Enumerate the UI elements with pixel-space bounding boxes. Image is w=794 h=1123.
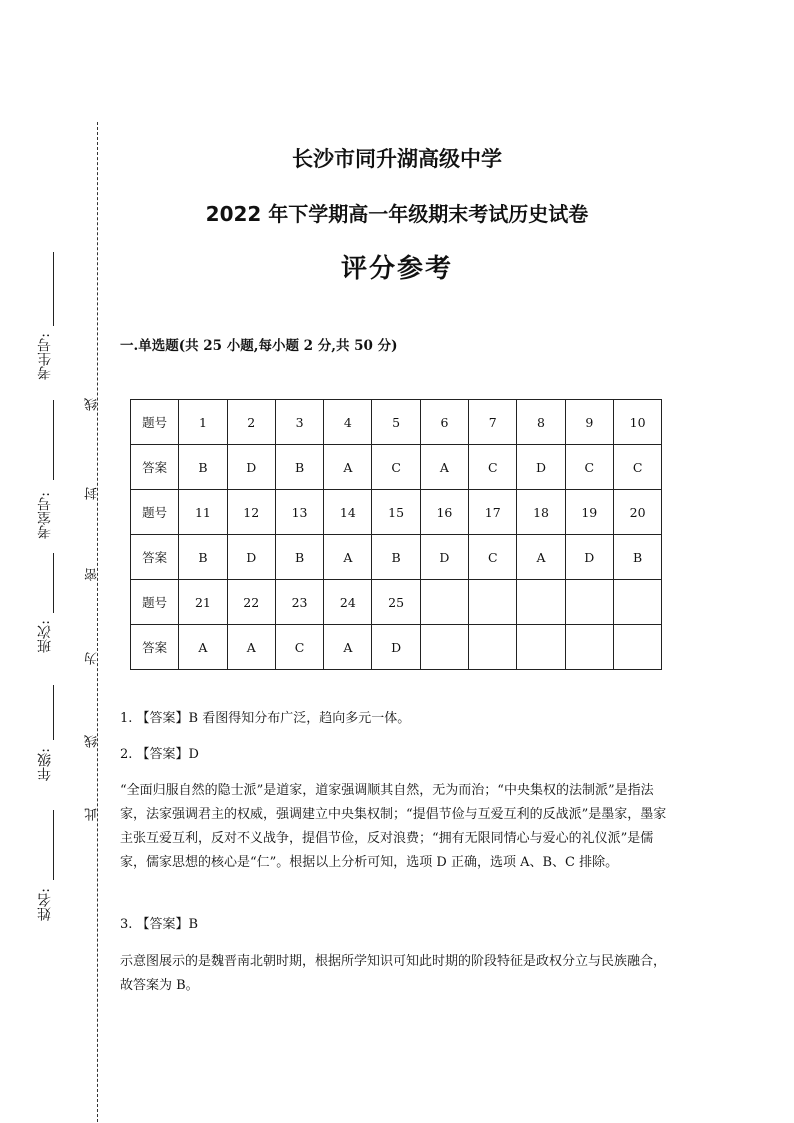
margin-label-grade: 年级: [37, 748, 53, 781]
table-row [131, 490, 662, 535]
answer-cell: C [275, 625, 323, 670]
answer-cell: C [372, 445, 420, 490]
answer-cell: A [227, 625, 275, 670]
question-number: 15 [372, 490, 420, 535]
question-number: 21 [179, 580, 227, 625]
row-label: 题号 [131, 490, 179, 535]
question-number: 22 [227, 580, 275, 625]
answer-cell: A [179, 625, 227, 670]
question-number: 6 [420, 400, 468, 445]
answer-cell: D [372, 625, 420, 670]
answer-cell: A [324, 535, 372, 580]
question-number: 14 [324, 490, 372, 535]
row-label: 答案 [131, 445, 179, 490]
answer-cell: C [565, 445, 613, 490]
question-number: 11 [179, 490, 227, 535]
question-number: 23 [275, 580, 323, 625]
margin-label-name: 姓名: [37, 888, 53, 921]
question-number: 10 [613, 400, 661, 445]
question-number: 24 [324, 580, 372, 625]
question-number [565, 580, 613, 625]
answer-cell: B [179, 445, 227, 490]
question-number [420, 580, 468, 625]
row-label: 题号 [131, 580, 179, 625]
explanation-q2-body: “全面归服自然的隐士派”是道家，道家强调顺其自然，无为而治；“中央集权的法制派”是指法家，法家强调君主的权威，强调建立中央集权制；“提倡节俭与互爱互利的反战派”是墨家，墨家主张互爱互利，反对不义战争，提倡节俭，反对浪费；“拥有无限同情心与爱心的礼仪派”是儒家，儒家思想的核心是“仁”。根据以上分析可知，选项 D 正确，选项 A、B、C 排除。 [120, 783, 667, 870]
answer-cell: B [179, 535, 227, 580]
question-number: 8 [517, 400, 565, 445]
answer-cell: B [275, 535, 323, 580]
seal-char: 线 [85, 735, 100, 748]
row-label: 题号 [131, 400, 179, 445]
answer-cell: D [517, 445, 565, 490]
question-number: 20 [613, 490, 661, 535]
name-field[interactable] [53, 810, 54, 880]
row-label: 答案 [131, 625, 179, 670]
question-number [517, 580, 565, 625]
question-number: 16 [420, 490, 468, 535]
question-number: 4 [324, 400, 372, 445]
answer-cell: B [275, 445, 323, 490]
table-row [131, 580, 662, 625]
answer-table [130, 399, 662, 670]
class-field[interactable] [53, 553, 54, 613]
answer-cell: D [227, 535, 275, 580]
question-number [469, 580, 517, 625]
explanation-q1: 1. 【答案】B 看图得知分布广泛，趋向多元一体。 [120, 711, 411, 726]
table-row [131, 445, 662, 490]
question-number: 2 [227, 400, 275, 445]
answer-cell: B [613, 535, 661, 580]
explanation-q3-body: 示意图展示的是魏晋南北朝时期，根据所学知识可知此时期的阶段特征是政权分立与民族融合，故答案为 B。 [120, 954, 667, 993]
question-number [613, 580, 661, 625]
margin-label-candidate-number: 考生号: [37, 333, 53, 380]
answer-cell: D [227, 445, 275, 490]
table-row [131, 625, 662, 670]
margin-label-class: 班次: [37, 620, 53, 653]
page-subtitle: 评分参考 [340, 254, 453, 284]
answer-cell: A [324, 625, 372, 670]
grade-field[interactable] [53, 685, 54, 740]
question-number: 9 [565, 400, 613, 445]
answer-cell: D [420, 535, 468, 580]
explanation-q3-heading: 3. 【答案】B [120, 917, 199, 932]
answer-cell: C [469, 445, 517, 490]
answer-cell [517, 625, 565, 670]
question-number: 18 [517, 490, 565, 535]
question-number: 1 [179, 400, 227, 445]
table-row [131, 535, 662, 580]
question-number: 5 [372, 400, 420, 445]
exam-title: 2022 年下学期高一年级期末考试历史试卷 [205, 202, 589, 226]
exam-room-field[interactable] [53, 400, 54, 480]
question-number: 19 [565, 490, 613, 535]
answer-cell: A [324, 445, 372, 490]
answer-cell [469, 625, 517, 670]
question-number: 25 [372, 580, 420, 625]
answer-cell [613, 625, 661, 670]
answer-cell: B [372, 535, 420, 580]
answer-cell [565, 625, 613, 670]
answer-cell: C [613, 445, 661, 490]
answer-cell: A [420, 445, 468, 490]
row-label: 答案 [131, 535, 179, 580]
question-number: 3 [275, 400, 323, 445]
section-heading: 一.单选题(共 25 小题,每小题 2 分,共 50 分) [120, 338, 398, 354]
explanation-q2-heading: 2. 【答案】D [120, 747, 199, 762]
seal-char: 封 [85, 487, 100, 500]
question-number: 13 [275, 490, 323, 535]
question-number: 7 [469, 400, 517, 445]
question-number: 12 [227, 490, 275, 535]
answer-cell: C [469, 535, 517, 580]
margin-label-exam-room: 考室号: [37, 492, 53, 539]
table-row [131, 400, 662, 445]
answer-cell: D [565, 535, 613, 580]
answer-cell: A [517, 535, 565, 580]
school-title: 长沙市同升湖高级中学 [292, 147, 502, 171]
seal-char: 此 [85, 808, 100, 821]
seal-char: 为 [85, 652, 100, 665]
question-number: 17 [469, 490, 517, 535]
answer-cell [420, 625, 468, 670]
seal-char: 线 [85, 398, 100, 411]
seal-char: 密 [85, 568, 100, 581]
